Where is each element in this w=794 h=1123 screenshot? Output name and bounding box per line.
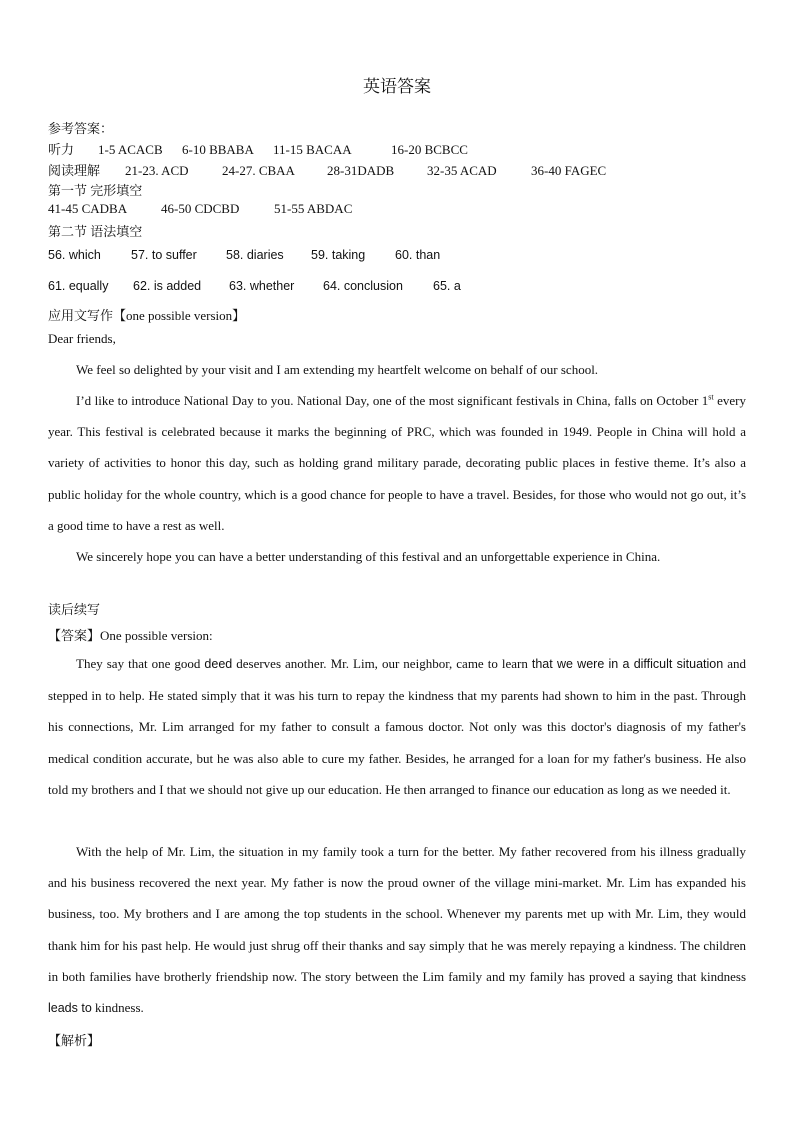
text-run: With the help of Mr. Lim, the situation in my family took a turn for the better. My father recovered from his illness gradually and his business recovered the next year. My father is now the proud owner of the village mini-market. Mr. Lim has expanded his business, too. My brothers and I are among the top students in the school. Whenever my parents met up with Mr. Lim, they would thank him for his past help. He would just shrug off their thanks and say simply that he was merely repaying a kindness. The children in both families have brotherly friendship now. The story between the Lim family and my family has proved a saying that kindness — [48, 844, 746, 984]
answer-item: 36-40 FAGEC — [531, 163, 607, 178]
answer-item: 63. whether — [229, 279, 295, 293]
answer-item: 57. to suffer — [131, 248, 197, 262]
answer-item: 28-31DADB — [327, 163, 395, 178]
answer-item: 56. which — [48, 248, 101, 262]
answer-item: 60. than — [395, 248, 441, 262]
text-run: deserves another. Mr. Lim, our neighbor, came to learn — [232, 656, 532, 671]
cloze-label: 第一节 完形填空 — [48, 183, 143, 198]
continuation-label: 读后续写 — [48, 602, 101, 617]
grammar-row-2 — [48, 279, 461, 293]
grammar-row-1 — [48, 248, 440, 262]
text-run: every year. This festival is celebrated because it marks the beginning of PRC, which was founded in 1949. People in China will hold a variety of activities to honor this day, such as holding grand military parade, decorating public places in festive theme. It’s also a public holiday for the whole country, which is a good chance for people to have a travel. Besides, for those who would not go out, it’s a good time to have a rest as well. — [48, 393, 746, 533]
answer-item: 32-35 ACAD — [427, 163, 497, 178]
answer-item: 58. diaries — [226, 248, 284, 262]
text-run: and stepped in to help. He stated simply that it was his turn to repay the kindness that my parents had shown to him in the past. Through his connections, Mr. Lim arranged for my father to consult a famous doctor. Not only was this doctor's diagnosis of my father's medical condition accurate, but he was also able to cure my father. Besides, he arranged for a loan for my father's business. He also told my brothers and I that we should not give up our education. He then arranged to finance our education as long as we needed it. — [48, 656, 746, 797]
answer-item: 65. a — [433, 279, 461, 293]
text-run: leads to — [48, 1001, 92, 1016]
answer-item: 64. conclusion — [323, 279, 403, 293]
text-run: They say that one good — [76, 656, 205, 671]
cloze-row — [48, 201, 352, 217]
answer-item: 1-5 ACACB — [98, 142, 163, 157]
answer-item: 51-55 ABDAC — [274, 201, 353, 216]
continuation-paragraph-1 — [48, 648, 746, 805]
answer-item: 11-15 BACAA — [273, 142, 352, 157]
analysis-label: 【解析】 — [48, 1033, 101, 1048]
writing-paragraph-1: We feel so delighted by your visit and I am extending my heartfelt welcome on behalf of our school. — [76, 362, 599, 377]
text-run: kindness. — [91, 1000, 144, 1016]
page-title: 英语答案 — [363, 77, 431, 96]
answer-item: 62. is added — [133, 279, 202, 293]
continuation-answer-label: 【答案】One possible version: — [48, 628, 213, 643]
reading-row — [48, 160, 606, 179]
writing-paragraph-2 — [48, 385, 746, 541]
reading-label: 阅读理解 — [48, 163, 101, 178]
listening-label: 听力 — [48, 142, 75, 157]
writing-paragraph-3: We sincerely hope you can have a better understanding of this festival and an unforgettable experience in China. — [76, 549, 661, 564]
answer-item: 59. taking — [311, 248, 366, 262]
answer-item: 41-45 CADBA — [48, 201, 128, 216]
answer-item: 24-27. CBAA — [222, 163, 295, 178]
letter-greeting: Dear friends, — [48, 331, 116, 346]
superscript: st — [708, 392, 714, 402]
grammar-label: 第二节 语法填空 — [48, 224, 143, 239]
answer-item: 21-23. ACD — [125, 163, 189, 178]
writing-label: 应用文写作【one possible version】 — [48, 308, 246, 323]
answer-item: 16-20 BCBCC — [391, 142, 468, 157]
listening-row — [48, 139, 468, 158]
text-run: that we were in a difficult situation — [531, 657, 724, 671]
reference-answer-label: 参考答案： — [48, 121, 114, 136]
text-run: I’d like to introduce National Day to you. National Day, one of the most significant festivals in China, falls on October 1 — [76, 393, 709, 408]
answer-item: 61. equally — [48, 279, 109, 293]
answer-item: 46-50 CDCBD — [161, 201, 240, 216]
continuation-paragraph-2 — [48, 836, 746, 1024]
text-run: deed — [204, 657, 233, 671]
answer-item: 6-10 BBABA — [182, 142, 254, 157]
